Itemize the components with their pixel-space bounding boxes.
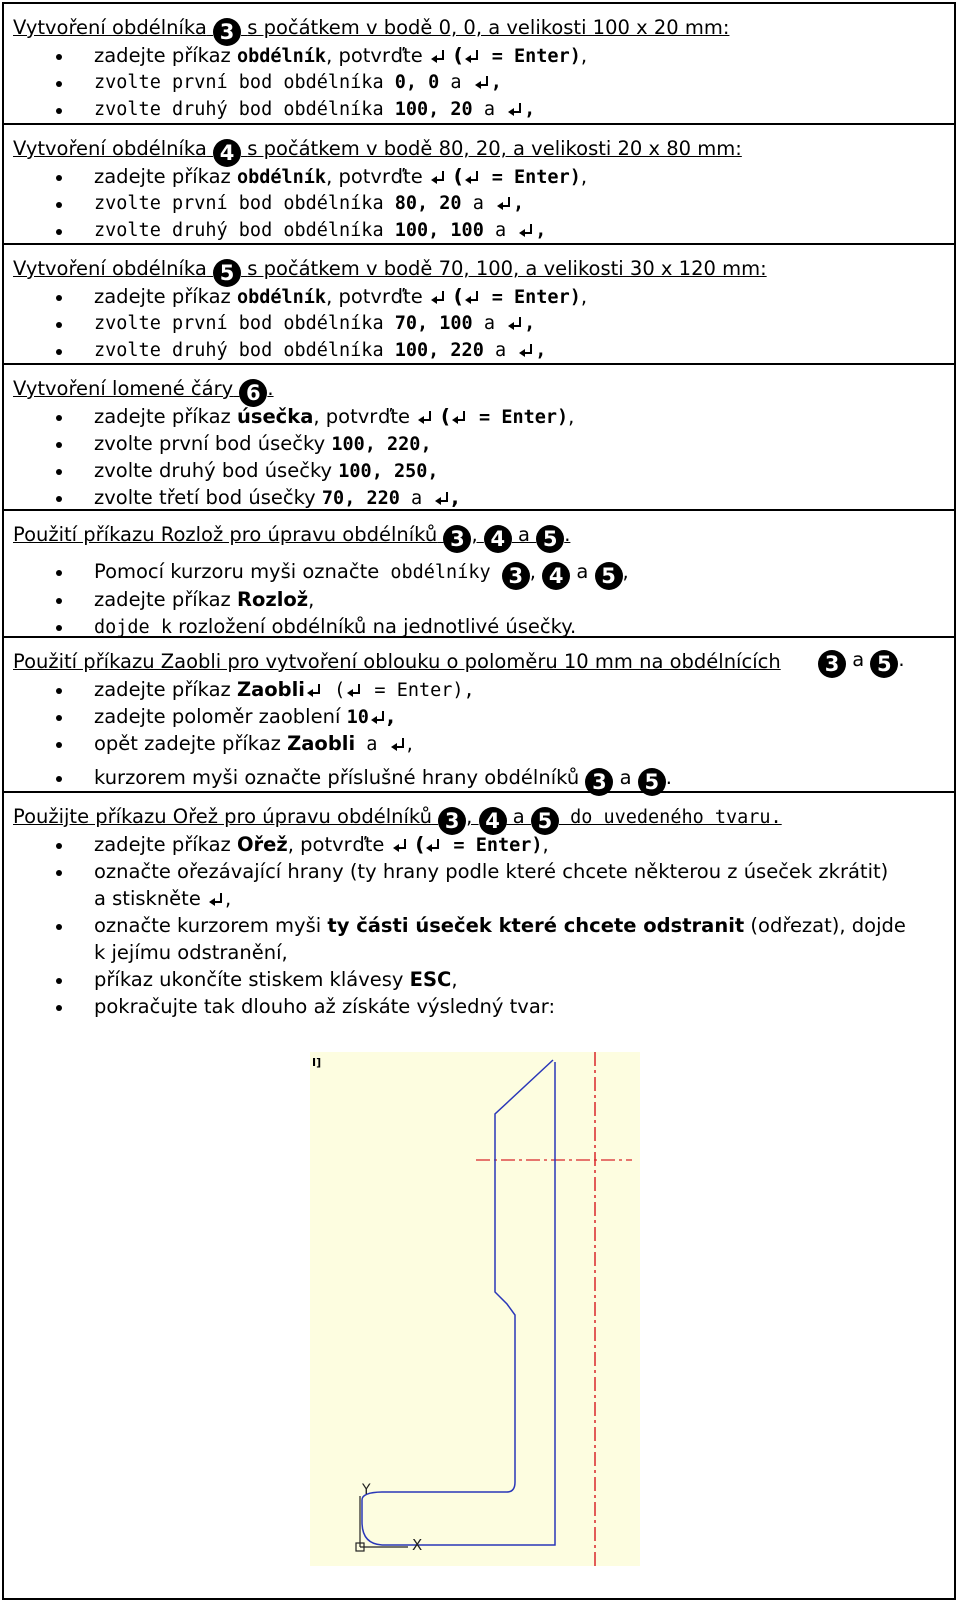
- badge-icon: 3: [438, 807, 466, 835]
- section-rectangle-4: Vytvoření obdélníka 4 s počátkem v bodě 80, 20, a velikosti 20 x 80 mm: zadejte příkaz obdélník, potvrďte ( = Enter), zvolte první bod obdélníka 80, 20 a , zvolte druhý bod obdélníka 100, 100 a ,: [4, 125, 954, 245]
- section-trim: Použijte příkazu Ořež pro úpravu obdélníků 3 , 4 a 5 do uvedeného tvaru. zadejte příkaz Ořež, potvrďte ( = Enter), označte ořezávající hrany (ty hrany podle které chcete některou z úseček zkrátit) a stiskněte , označte kurzorem myši ty části úseček které chcete odstranit (odřezat), dojde k jejímu odstranění, příkaz ukončíte stiskem klávesy ESC, pokračujte tak dlouho až získáte výsledný tvar:: [13, 805, 906, 1018]
- badge-icon: 3: [585, 768, 613, 796]
- badge-icon: 3: [502, 562, 530, 590]
- list-item-continuation: k jejímu odstranění,: [94, 941, 288, 964]
- enter-icon: [465, 50, 479, 63]
- enter-icon: [465, 291, 479, 304]
- section-title-badges: 3 a 5 .: [818, 648, 905, 678]
- enter-icon: [475, 76, 489, 89]
- enter-icon: [452, 411, 466, 424]
- enter-icon: [431, 291, 445, 304]
- badge-icon: 4: [479, 807, 507, 835]
- enter-icon: [393, 839, 407, 852]
- badge-icon: 4: [213, 139, 241, 167]
- enter-icon: [347, 684, 361, 697]
- enter-icon: [519, 224, 533, 237]
- cad-drawing-svg: [310, 1052, 640, 1566]
- enter-icon: [431, 50, 445, 63]
- badge-icon: 5: [638, 768, 666, 796]
- enter-icon: [418, 411, 432, 424]
- enter-icon: [508, 103, 522, 116]
- enter-icon: [435, 492, 449, 505]
- badge-icon: 3: [443, 525, 471, 553]
- axis-x-label: X: [412, 1536, 423, 1554]
- enter-icon: [431, 171, 445, 184]
- section-title: Použití příkazu Rozlož pro úpravu obdélníků 3 , 4 a 5 .: [13, 523, 571, 551]
- section-polyline-6: Vytvoření lomené čáry 6 . zadejte příkaz úsečka, potvrďte ( = Enter), zvolte první bod úsečky 100, 220, zvolte druhý bod úsečky 100, 250, zvolte třetí bod úsečky 70, 220 a ,: [4, 365, 954, 511]
- enter-icon: [391, 738, 405, 751]
- enter-icon: [465, 171, 479, 184]
- enter-icon: [209, 893, 223, 906]
- badge-icon: 4: [484, 525, 512, 553]
- badge-icon: 5: [595, 562, 623, 590]
- section-title: Použití příkazu Zaobli pro vytvoření oblouku o poloměru 10 mm na obdélnících: [13, 650, 781, 673]
- section-explode: Použití příkazu Rozlož pro úpravu obdélníků 3 , 4 a 5 . Pomocí kurzoru myši označte obdélníky 3 , 4 a 5 , zadejte příkaz Rozlož, dojde k rozložení obdélníků na jednotlivé úsečky.: [4, 511, 954, 638]
- enter-icon: [307, 684, 321, 697]
- section-title: Vytvoření obdélníka 3 s počátkem v bodě 0, 0, a velikosti 100 x 20 mm:: [13, 16, 730, 44]
- enter-icon: [371, 711, 385, 724]
- list-item-continuation: a stiskněte ,: [94, 887, 232, 910]
- badge-icon: 6: [239, 379, 267, 407]
- badge-icon: 3: [818, 650, 846, 678]
- enter-icon: [497, 197, 511, 210]
- drawing-background: [310, 1052, 640, 1566]
- axis-y-label: Y: [362, 1482, 371, 1498]
- section-title: Vytvoření obdélníka 5 s počátkem v bodě 70, 100, a velikosti 30 x 120 mm:: [13, 257, 767, 285]
- section-title: Vytvoření obdélníka 4 s počátkem v bodě 80, 20, a velikosti 20 x 80 mm:: [13, 137, 742, 165]
- cad-result-drawing: [310, 1052, 640, 1566]
- instruction-sheet: [2, 2, 956, 1600]
- section-rectangle-3: Vytvoření obdélníka 3 s počátkem v bodě 0, 0, a velikosti 100 x 20 mm: zadejte příkaz obdélník, potvrďte ( = Enter), zvolte první bod obdélníka 0, 0 a , zvolte druhý bod obdélníka 100, 20 a ,: [4, 4, 954, 125]
- corner-mark: I]: [312, 1056, 322, 1069]
- badge-icon: 5: [870, 650, 898, 678]
- badge-icon: 4: [542, 562, 570, 590]
- badge-icon: 5: [213, 259, 241, 287]
- section-title: Použijte příkazu Ořež pro úpravu obdélníků 3 , 4 a 5 do uvedeného tvaru.: [13, 805, 782, 833]
- enter-icon: [519, 344, 533, 357]
- badge-icon: 5: [531, 807, 559, 835]
- badge-icon: 3: [213, 18, 241, 46]
- section-fillet: Použití příkazu Zaobli pro vytvoření oblouku o poloměru 10 mm na obdélnících 3 a 5 . zadejte příkaz Zaobli ( = Enter), zadejte poloměr zaoblení 10 , opět zadejte příkaz Zaobli a , kurzorem myši označte příslušné hrany obdélníků 3 a 5 .: [4, 638, 954, 793]
- enter-icon: [508, 317, 522, 330]
- enter-icon: [426, 839, 440, 852]
- section-title: Vytvoření lomené čáry 6 .: [13, 377, 274, 405]
- badge-icon: 5: [536, 525, 564, 553]
- section-rectangle-5: Vytvoření obdélníka 5 s počátkem v bodě 70, 100, a velikosti 30 x 120 mm: zadejte příkaz obdélník, potvrďte ( = Enter), zvolte první bod obdélníka 70, 100 a , zvolte druhý bod obdélníka 100, 220 a ,: [4, 245, 954, 365]
